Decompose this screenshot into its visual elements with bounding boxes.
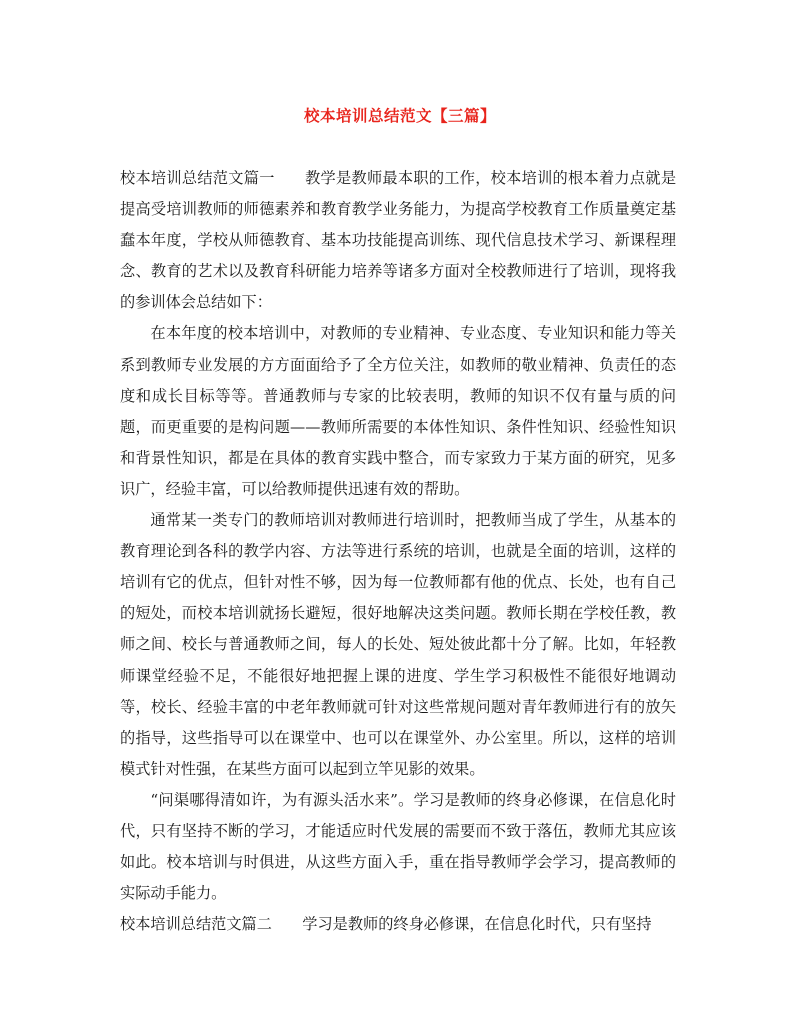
paragraph-text: 教学是教师最本职的工作，校本培训的根本着力点就是提高受培训教师的师德素养和教育教学业务能力，为提高学校教育工作质量奠定基蠢本年度，学校从师德教育、基本功技能提高训练、现代信息技术学习、新课程理念、教育的艺术以及教育科研能力培养等诸多方面对全校教师进行了培训，现将我的参训体会总结如下：: [120, 169, 677, 312]
section-heading-2: 校本培训总结范文篇二: [120, 915, 272, 934]
paragraph-4: “问渠哪得清如许，为有源头活水来”。学习是教师的终身必修课，在信息化时代，只有坚持不断的学习，才能适应时代发展的需要而不致于落伍，教师尤其应该如此。校本培训与时俱进，从这些方面入手，重在指导教师学会学习，提高教师的实际动手能力。: [120, 790, 676, 903]
paragraph-5: [120, 909, 676, 940]
paragraph-3: 通常某一类专门的教师培训对教师进行培训时，把教师当成了学生，从基本的教育理论到各科的教学内容、方法等进行系统的培训，也就是全面的培训，这样的培训有它的优点，但针对性不够，因为每一位教师都有他的优点、长处，也有自己的短处，而校本培训就扬长避短，很好地解决这类问题。教师长期在学校任教，教师之间、校长与普通教师之间，每人的长处、短处彼此都十分了解。比如，年轻教师课堂经验不足，不能很好地把握上课的进度、学生学习积极性不能很好地调动等，校长、经验丰富的中老年教师就可针对这些常规问题对青年教师进行有的放矢的指导，这些指导可以在课堂中、也可以在课堂外、办公室里。所以，这样的培训模式针对性强，在某些方面可以起到立竿见影的效果。: [120, 511, 676, 778]
paragraph-2: 在本年度的校本培训中，对教师的专业精神、专业态度、专业知识和能力等关系到教师专业发展的方方面面给予了全方位关注，如教师的敬业精神、负责任的态度和成长目标等等。普通教师与专家的比较表明，教师的知识不仅有量与质的问题，而更重要的是构问题——教师所需要的本体性知识、条件性知识、经验性知识和背景性知识，都是在具体的教育实践中整合，而专家致力于某方面的研究，见多识广，经验丰富，可以给教师提供迅速有效的帮助。: [120, 324, 676, 498]
paragraph-1: [120, 163, 676, 318]
paragraph-text: 学习是教师的终身必修课，在信息化时代，只有坚持: [302, 915, 652, 934]
section-heading-1: 校本培训总结范文篇一: [120, 169, 275, 187]
document-body: [120, 163, 676, 940]
document-title: 校本培训总结范文【三篇】: [303, 106, 496, 125]
